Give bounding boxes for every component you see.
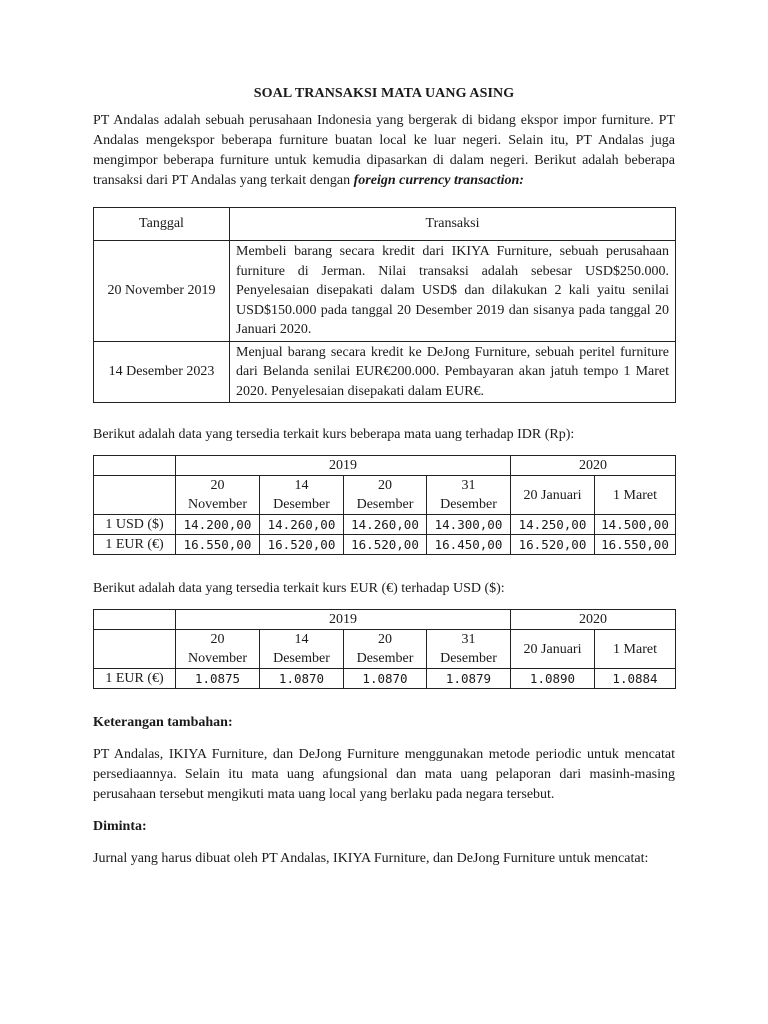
date-cell: 1 Maret xyxy=(595,476,676,515)
rate-value: 16.550,00 xyxy=(595,535,676,555)
diminta-text: Jurnal yang harus dibuat oleh PT Andalas, IKIYA Furniture, dan DeJong Furniture untuk mencatat: xyxy=(93,851,649,866)
year-2019: 2019 xyxy=(176,610,511,630)
transactions-header-row xyxy=(94,208,676,241)
rate-value: 1.0870 xyxy=(344,669,427,689)
transaction-date: 14 Desember 2023 xyxy=(94,341,230,403)
date-day: 20 xyxy=(210,478,225,493)
date-month: Desember xyxy=(356,497,414,512)
date-day: 14 xyxy=(294,478,309,493)
rate-value: 16.520,00 xyxy=(344,535,427,555)
date-corner xyxy=(94,476,176,515)
rate-row-eur xyxy=(94,535,676,555)
transactions-table xyxy=(93,207,676,403)
rate-value: 14.300,00 xyxy=(427,515,511,535)
date-month: November xyxy=(187,497,248,512)
idr-rate-table xyxy=(93,455,676,555)
rate-value: 1.0879 xyxy=(427,669,511,689)
date-day: 31 xyxy=(461,632,476,647)
date-cell: 20 Januari xyxy=(511,630,595,669)
date-corner xyxy=(94,630,176,669)
date-cell xyxy=(176,476,260,515)
date-day: 31 xyxy=(461,478,476,493)
corner-cell xyxy=(94,456,176,476)
date-cell xyxy=(427,630,511,669)
year-row xyxy=(94,610,676,630)
rate-value: 16.550,00 xyxy=(176,535,260,555)
rate-row-usd xyxy=(94,515,676,535)
rate-value: 14.200,00 xyxy=(176,515,260,535)
header-transaksi: Transaksi xyxy=(230,208,676,241)
year-2020: 2020 xyxy=(511,610,676,630)
corner-cell xyxy=(94,610,176,630)
date-cell: 20 Januari xyxy=(511,476,595,515)
date-month: Desember xyxy=(440,497,497,512)
date-month: Desember xyxy=(440,651,497,666)
row-label: 1 EUR (€) xyxy=(94,669,176,689)
diminta-heading: Diminta: xyxy=(93,819,147,834)
rate-value: 16.520,00 xyxy=(511,535,595,555)
year-2019: 2019 xyxy=(176,456,511,476)
transaction-text: Menjual barang secara kredit ke DeJong Furniture, sebuah peritel furniture dari Belanda senilai EUR€200.000. Pembayaran akan jatuh tempo 1 Maret 2020. Penyelesaian disepakati dalam EUR€. xyxy=(230,341,676,403)
rate-value: 14.260,00 xyxy=(344,515,427,535)
rate-value: 1.0884 xyxy=(595,669,676,689)
rate-row-eur xyxy=(94,669,676,689)
intro-emphasis: foreign currency transaction: xyxy=(353,173,524,188)
date-cell xyxy=(260,476,344,515)
year-2020: 2020 xyxy=(511,456,676,476)
date-cell xyxy=(260,630,344,669)
usd-rate-table xyxy=(93,609,676,689)
intro-paragraph xyxy=(93,111,675,191)
keterangan-text: PT Andalas, IKIYA Furniture, dan DeJong Furniture menggunakan metode periodic untuk mencatat persediaannya. Selain itu mata uang afungsional dan mata uang pelaporan dari masinh-masing perusahaan tersebut mengikuti mata uang local yang berlaku pada negara tersebut. xyxy=(93,747,675,802)
date-month: Desember xyxy=(356,651,414,666)
transaction-date: 20 November 2019 xyxy=(94,241,230,342)
rate-value: 14.500,00 xyxy=(595,515,676,535)
rate-value: 16.520,00 xyxy=(260,535,344,555)
rate-value: 1.0890 xyxy=(511,669,595,689)
rate-value: 14.250,00 xyxy=(511,515,595,535)
date-day: 14 xyxy=(294,632,309,647)
usd-rate-intro: Berikut adalah data yang tersedia terkait kurs EUR (€) terhadap USD ($): xyxy=(93,581,505,596)
date-cell xyxy=(176,630,260,669)
date-cell xyxy=(427,476,511,515)
year-row xyxy=(94,456,676,476)
transaction-row xyxy=(94,341,676,403)
date-month: Desember xyxy=(273,497,330,512)
rate-value: 1.0875 xyxy=(176,669,260,689)
date-day: 20 xyxy=(378,632,392,647)
row-label: 1 EUR (€) xyxy=(94,535,176,555)
header-tanggal: Tanggal xyxy=(94,208,230,241)
date-day: 20 xyxy=(210,632,225,647)
date-day: 20 xyxy=(378,478,392,493)
row-label: 1 USD ($) xyxy=(94,515,176,535)
transaction-row xyxy=(94,241,676,342)
date-cell xyxy=(344,476,427,515)
transaction-text: Membeli barang secara kredit dari IKIYA Furniture, sebuah perusahaan furniture di Jerman. Nilai transaksi adalah sebesar USD$250.000. Penyelesaian disepakati dalam USD$ dan dilakukan 2 kali yaitu senilai USD$150.000 pada tanggal 20 Desember 2019 dan sisanya pada tanggal 20 Januari 2020. xyxy=(230,241,676,342)
intro-text: PT Andalas adalah sebuah perusahaan Indonesia yang bergerak di bidang ekspor impor furniture. PT Andalas mengekspor beberapa furniture buatan local ke luar negeri. Selain itu, PT Andalas juga mengimpor beberapa furniture untuk kemudia dipasarkan di dalam negeri. Berikut adalah beberapa transaksi dari PT Andalas yang terkait dengan xyxy=(93,113,675,188)
rate-value: 16.450,00 xyxy=(427,535,511,555)
date-cell: 1 Maret xyxy=(595,630,676,669)
rate-value: 1.0870 xyxy=(260,669,344,689)
date-cell xyxy=(344,630,427,669)
keterangan-heading: Keterangan tambahan: xyxy=(93,715,233,730)
date-row xyxy=(94,476,676,515)
date-month: November xyxy=(187,651,248,666)
document-title: SOAL TRANSAKSI MATA UANG ASING xyxy=(253,86,515,101)
date-row xyxy=(94,630,676,669)
idr-rate-intro: Berikut adalah data yang tersedia terkait kurs beberapa mata uang terhadap IDR (Rp): xyxy=(93,427,575,442)
rate-value: 14.260,00 xyxy=(260,515,344,535)
date-month: Desember xyxy=(273,651,330,666)
